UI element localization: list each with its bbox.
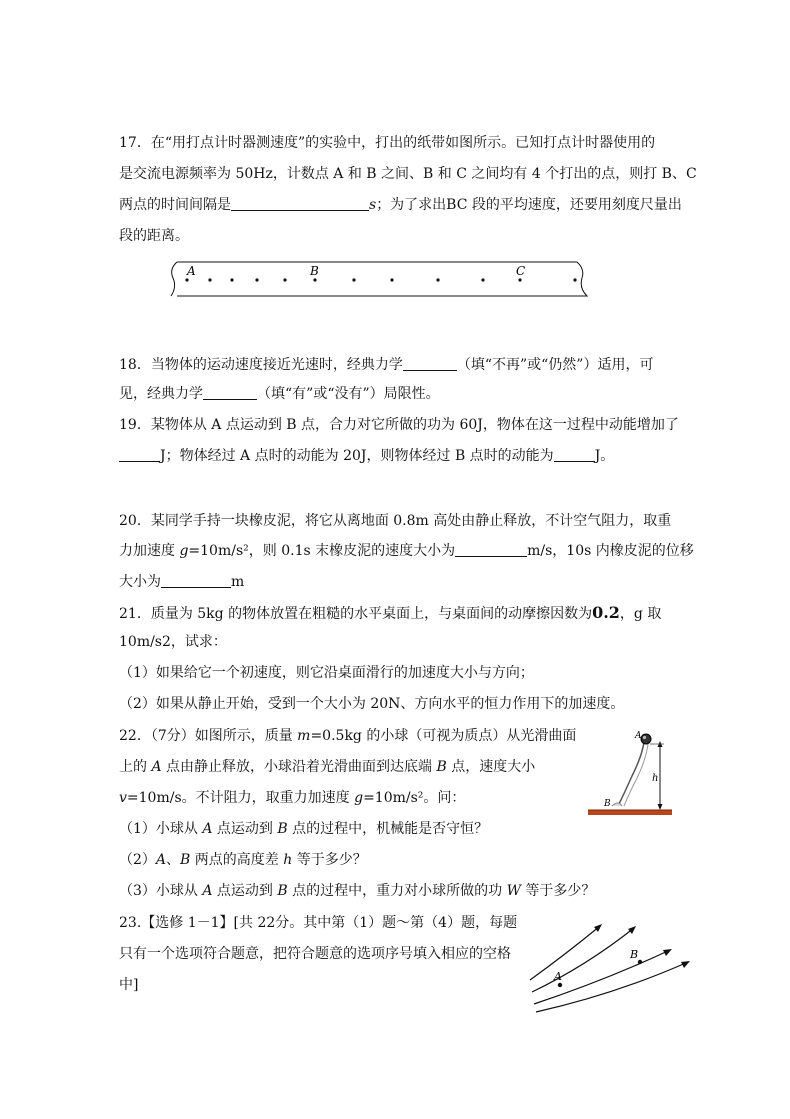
q21-line3: （1）如果给它一个初速度，则它沿桌面滑行的加速度大小与方向； (119, 665, 534, 681)
q22-text: 点由静止释放，小球沿着光滑曲面到达底端 (161, 759, 437, 775)
q22-symbol-a: A (155, 852, 167, 868)
q22-text: 等于多少？ (520, 883, 596, 899)
point-a (558, 983, 562, 987)
fig-label-b: B (604, 799, 611, 809)
field-lines-figure (526, 914, 696, 1014)
q22-symbol-a: A (202, 821, 213, 837)
q22-line5 (119, 850, 367, 870)
q19-line2 (119, 446, 614, 466)
q19-line1: 19．某物体从 A 点运动到 B 点，合力对它所做的功为 60J，物体在这一过程中动能增加了 (119, 417, 679, 433)
q17-line4: 段的距离。 (119, 228, 189, 244)
q20-text: 力加速度 (119, 543, 180, 559)
slope-curve (618, 742, 644, 806)
q19-answer-blank-2[interactable] (554, 447, 595, 462)
q22-text: （3）小球从 (119, 883, 203, 899)
q18-line1 (119, 355, 653, 375)
q20-symbol-g: g (179, 543, 189, 559)
q21-mu-value: 0.2 (592, 603, 620, 622)
q17-line1: 17．在“用打点计时器测速度”的实验中，打出的纸带如图所示。已知打点计时器使用的 (119, 135, 656, 151)
q18-text: （填“有”或“没有”）局限性。 (257, 386, 440, 402)
ticker-tape-figure (165, 256, 595, 302)
q18-text: 18．当物体的运动速度接近光速时，经典力学 (119, 357, 403, 373)
q21-text: ，g 取 (619, 606, 662, 622)
q18-text: 见，经典力学 (119, 386, 203, 402)
q17-unit: s (369, 197, 377, 213)
arrow-icon (681, 961, 690, 968)
fig23-label-a: A (554, 970, 562, 983)
q22-text: 点，速度大小 (446, 759, 536, 775)
tape-dots (185, 278, 576, 281)
q22-symbol-a: A (151, 759, 162, 775)
q19-answer-blank-1[interactable] (119, 447, 160, 462)
q20-line1: 20．某同学手持一块橡皮泥，将它从离地面 0.8m 高处由静止释放，不计空气阻力，取重 (119, 513, 672, 529)
q17-text: ；为了求出BC 段的平均速度，还要用刻度尺量出 (376, 197, 682, 213)
q22-line6 (119, 881, 595, 901)
q18-line2 (119, 384, 440, 404)
q21-line4: （2）如果从静止开始，受到一个大小为 20N、方向水平的恒力作用下的加速度。 (119, 696, 625, 712)
q21-line2: 10m/s2，试求： (119, 634, 227, 650)
q22-text: 22．（7分）如图所示，质量 (119, 728, 298, 744)
q19-text: J；物体经过 A 点时的动能为 20J，则物体经过 B 点时的动能为 (160, 448, 554, 464)
curved-slope-figure (588, 726, 674, 822)
fig-label-a: A (635, 731, 642, 741)
q23-line1: 23.【选修 1－1】[共 22分。其中第（1）题～第（4）题，每题 (119, 915, 518, 931)
field-lines (530, 926, 688, 1012)
q22-line2 (119, 757, 535, 777)
q22-text: 点的过程中，机械能是否守恒？ (287, 821, 489, 837)
q22-symbol-a: A (202, 883, 213, 899)
q17-line3 (119, 195, 682, 215)
q22-symbol-w: W (506, 883, 521, 899)
q22-text: 点运动到 (212, 883, 278, 899)
q21-line1 (119, 603, 661, 624)
q22-text: 、 (166, 852, 181, 868)
q22-symbol-m: m (297, 728, 311, 744)
q22-text: =10m/s。不计阻力，取重力加速度 (126, 790, 355, 806)
q20-line3 (119, 572, 244, 592)
q22-symbol-b: B (277, 883, 288, 899)
point-b (638, 960, 642, 964)
q22-symbol-b: B (277, 821, 288, 837)
q17-line2: 是交流电源频率为 50Hz，计数点 A 和 B 之间、B 和 C 之间均有 4 个打出的点，则打 B、C (119, 166, 697, 182)
q22-line3 (119, 788, 465, 808)
fig-label-h: h (652, 773, 659, 784)
q22-line4 (119, 819, 488, 839)
q21-text: 21．质量为 5kg 的物体放置在粗糙的水平桌面上，与桌面间的动摩擦因数为 (119, 606, 593, 622)
q22-text: 上的 (119, 759, 152, 775)
q23-line2: 只有一个选项符合题意，把符合题意的选项序号填入相应的空格 (119, 946, 511, 962)
arrow-icon (628, 926, 636, 934)
q22-symbol-v: v (119, 790, 127, 806)
height-arrow-down-icon (658, 804, 663, 810)
slope-base (612, 803, 622, 806)
arrow-icon (663, 949, 672, 956)
q22-text: 两点的高度差 (190, 852, 284, 868)
ball-icon (641, 734, 651, 744)
q22-line1 (119, 726, 576, 746)
q17-text: 两点的时间间隔是 (119, 197, 231, 213)
q22-symbol-h: h (283, 852, 293, 868)
q20-text: 大小为 (119, 574, 161, 590)
q17-answer-blank[interactable] (231, 196, 369, 211)
q22-text: 点的过程中，重力对小球所做的功 (287, 883, 507, 899)
q22-text: 等于多少？ (292, 852, 367, 868)
arrow-icon (594, 924, 602, 932)
slope-curve-back (624, 744, 648, 806)
q20-text: m (231, 574, 245, 590)
q22-symbol-g: g (354, 790, 364, 806)
tape-label-a: A (187, 264, 196, 278)
q20-text: =10m/s²，则 0.1s 末橡皮泥的速度大小为 (188, 543, 456, 559)
q20-answer-blank-2[interactable] (161, 573, 231, 588)
q19-text: J。 (594, 448, 615, 464)
q18-text: （填“不再”或“仍然”）适用，可 (456, 357, 654, 373)
tape-label-b: B (310, 264, 319, 278)
q22-text: 点运动到 (212, 821, 278, 837)
q22-text: =0.5kg 的小球（可视为质点）从光滑曲面 (310, 728, 577, 744)
q18-answer-blank-2[interactable] (203, 385, 257, 400)
q23-line3: 中] (119, 977, 139, 993)
q20-line2 (119, 541, 694, 561)
ground (588, 810, 672, 815)
q22-text: =10m/s²。问： (363, 790, 466, 806)
tape-label-c: C (516, 264, 526, 278)
q20-text: m/s，10s 内橡皮泥的位移 (527, 543, 694, 559)
q22-symbol-b: B (180, 852, 191, 868)
q22-text: （1）小球从 (119, 821, 203, 837)
q20-answer-blank-1[interactable] (455, 542, 527, 557)
ball-highlight (643, 736, 646, 739)
fig23-label-b: B (630, 948, 639, 961)
q22-text: （2） (119, 852, 156, 868)
q22-symbol-b: B (436, 759, 447, 775)
q18-answer-blank-1[interactable] (403, 356, 457, 371)
